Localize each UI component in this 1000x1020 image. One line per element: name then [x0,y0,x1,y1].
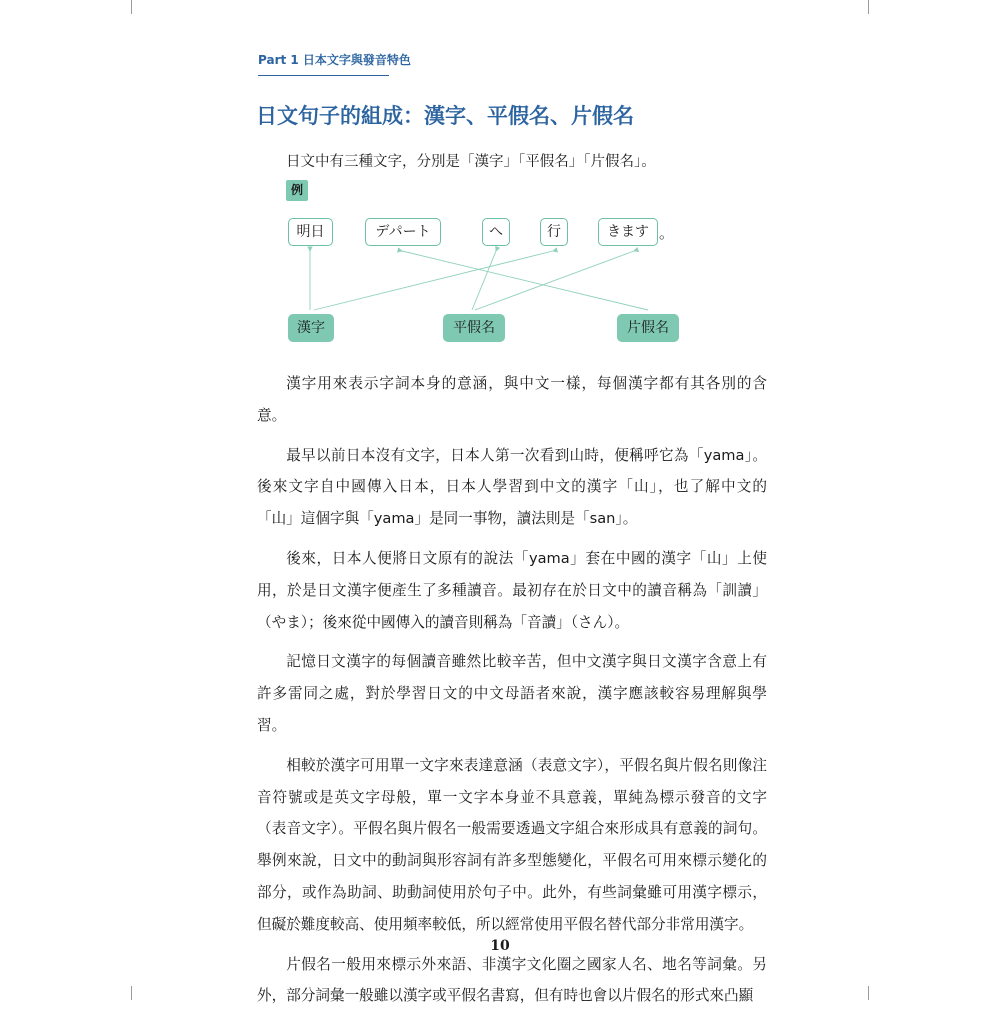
intro-text: 日文中有三種文字，分別是「漢字」「平假名」「片假名」。 [286,154,656,170]
connector-line [314,251,553,310]
running-header: Part 1 日本文字與發音特色 [258,51,389,76]
body-text [257,368,767,1020]
word-box: へ [482,218,510,246]
paragraph: 漢字用來表示字詞本身的意涵，與中文一樣，每個漢字都有其各別的含意。 [257,375,767,424]
paragraph: 片假名一般用來標示外來語、非漢字文化圈之國家人名、地名等詞彙。另外，部分詞彙一般雖以漢字或平假名書寫，但有時也會以片假名的形式來凸顯 [257,955,767,1005]
word-box: 行 [540,218,568,246]
paragraph: 記憶日文漢字的每個讀音雖然比較辛苦，但中文漢字與日文漢字含意上有許多雷同之處，對於學習日文的中文母語者來說，漢字應該較容易理解與學習。 [257,653,767,734]
example-badge: 例 [286,180,308,201]
page-number: 10 [490,938,510,954]
word-box: きます [598,218,658,246]
section-title: 日文句子的組成：漢字、平假名、片假名 [256,104,634,128]
category-hiragana: 平假名 [443,314,505,342]
word-box: デパート [365,218,441,246]
word-box: 明日 [288,218,333,246]
connector-line [472,251,496,310]
paragraph: 相較於漢字可用單一文字來表達意涵（表意文字），平假名與片假名則像注音符號或是英文字母般，單一文字本身並不具意義，單純為標示發音的文字（表音文字）。平假名與片假名一般需要透過文字組合來形成具有意義的詞句。舉例來說，日文中的動詞與形容詞有許多型態變化，平假名可用來標示變化的部分，或作為助詞、助動詞使用於句子中。此外，有些詞彙雖可用漢字標示，但礙於難度較高、使用頻率較低，所以經常使用平假名替代部分非常用漢字。 [257,756,767,933]
paragraph: 後來，日本人便將日文原有的說法「yama」套在中國的漢字「山」上使用，於是日文漢字便產生了多種讀音。最初存在於日文中的讀音稱為「訓讀」（やま）；後來從中國傳入的讀音則稱為「音讀」（さん）。 [257,549,767,631]
sentence-period: 。 [659,224,675,242]
category-katakana: 片假名 [617,314,679,342]
paragraph: 最早以前日本沒有文字，日本人第一次看到山時，便稱呼它為「yama」。後來文字自中國傳入日本，日本人學習到中文的漢字「山」，也了解中文的「山」這個字與「yama」是同一事物，讀法則是「san」。 [257,446,767,528]
category-kanji: 漢字 [288,314,334,342]
